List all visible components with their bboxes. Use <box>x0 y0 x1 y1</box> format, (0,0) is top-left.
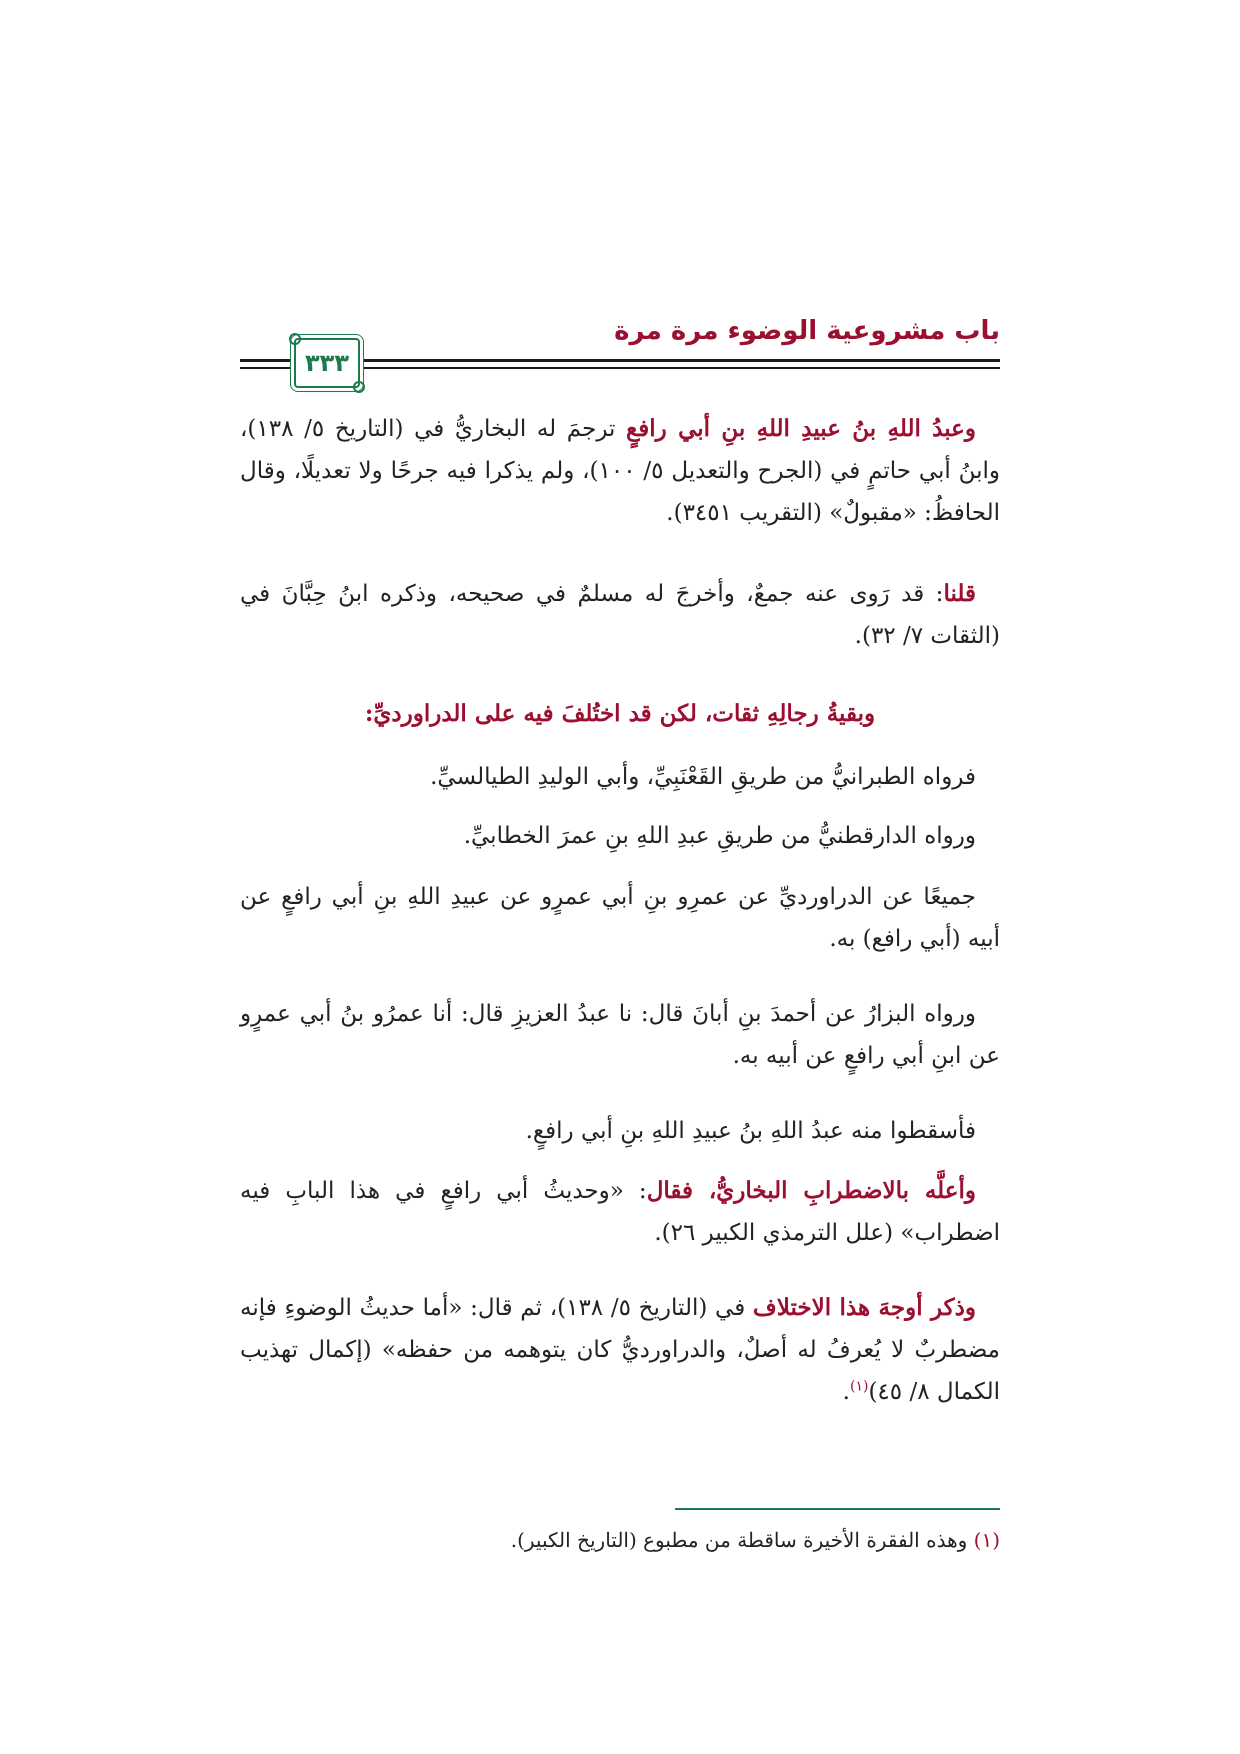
footnote-mark: (١) <box>973 1528 1000 1552</box>
paragraph-8 <box>240 1110 1000 1152</box>
paragraph-text: ورواه البزارُ عن أحمدَ بنِ أبانَ قال: نا عبدُ العزيزِ قال: أنا عمرُو بنُ أبي عمرٍو عن ابنِ أبي رافعٍ عن أبيه به. <box>240 1001 1000 1069</box>
paragraph-text: : «وحديثُ أبي رافعٍ في هذا البابِ فيه اضطراب» (علل الترمذي الكبير ٢٦). <box>240 1178 1000 1246</box>
paragraph-2 <box>240 573 1000 657</box>
narrator-name: وعبدُ اللهِ بنُ عبيدِ اللهِ بنِ أبي رافعٍ <box>626 415 976 442</box>
paragraph-10 <box>240 1287 1000 1413</box>
paragraph-6 <box>240 876 1000 960</box>
paragraph-text: ترجمَ له البخاريُّ في (التاريخ ٥/ ١٣٨)، وابنُ أبي حاتمٍ في (الجرح والتعديل ٥/ ١٠٠)، ولم يذكرا فيه جرحًا ولا تعديلًا، وقال الحافظُ: «مقبولٌ» (التقريب ٣٤٥١). <box>240 416 1001 526</box>
paragraph-tail: . <box>842 1379 850 1405</box>
paragraph-text: ورواه الدارقطنيُّ من طريقِ عبدِ اللهِ بنِ عمرَ الخطابيِّ. <box>463 823 976 849</box>
paragraph-5 <box>240 815 1000 857</box>
paragraph-3-heading <box>240 693 1000 735</box>
footnote-reference[interactable]: (١) <box>849 1378 869 1395</box>
footnote-text: وهذه الفقرة الأخيرة ساقطة من مطبوع (التاريخ الكبير). <box>510 1528 974 1552</box>
section-heading: وبقيةُ رجالِهِ ثقات، لكن قد اختُلفَ فيه على الدراورديِّ: <box>364 700 876 727</box>
footnote-separator <box>675 1508 1000 1510</box>
page-number-badge <box>294 338 360 388</box>
qulna-label: قلنا <box>943 580 976 607</box>
paragraph-text: : قد رَوى عنه جمعٌ، وأخرجَ له مسلمٌ في صحيحه، وذكره ابنُ حِبَّانَ في (الثقات ٧/ ٣٢). <box>240 581 1000 649</box>
chapter-title: باب مشروعية الوضوء مرة مرة <box>614 316 1000 346</box>
footnote <box>240 1524 1000 1556</box>
paragraph-text: في (التاريخ ٥/ ١٣٨)، ثم قال: «أما حديثُ الوضوءِ فإنه مضطربٌ لا يُعرفُ له أصلٌ، والدراورديُّ كان يتوهمه من حفظه» (إكمال تهذيب الكمال ٨/ ٤٥) <box>240 1295 1000 1405</box>
paragraph-text: جميعًا عن الدراورديِّ عن عمرِو بنِ أبي عمرٍو عن عبيدِ اللهِ بنِ أبي رافعٍ عن أبيه (أبي رافع) به. <box>240 884 1000 952</box>
paragraph-7 <box>240 993 1000 1077</box>
paragraph-text: فأسقطوا منه عبدُ اللهِ بنُ عبيدِ اللهِ بنِ أبي رافعٍ. <box>525 1118 976 1144</box>
emphasis-lead: وأعلَّه بالاضطرابِ البخاريُّ، فقال <box>646 1177 976 1204</box>
emphasis-lead: وذكر أوجهَ هذا الاختلاف <box>752 1294 976 1321</box>
paragraph-4 <box>240 756 1000 798</box>
paragraph-text: فرواه الطبرانيُّ من طريقِ القَعْنَبِيِّ، وأبي الوليدِ الطيالسيِّ. <box>430 764 976 790</box>
paragraph-1 <box>240 408 1000 534</box>
page-number: ٣٣٣ <box>305 349 349 377</box>
paragraph-9 <box>240 1170 1000 1254</box>
